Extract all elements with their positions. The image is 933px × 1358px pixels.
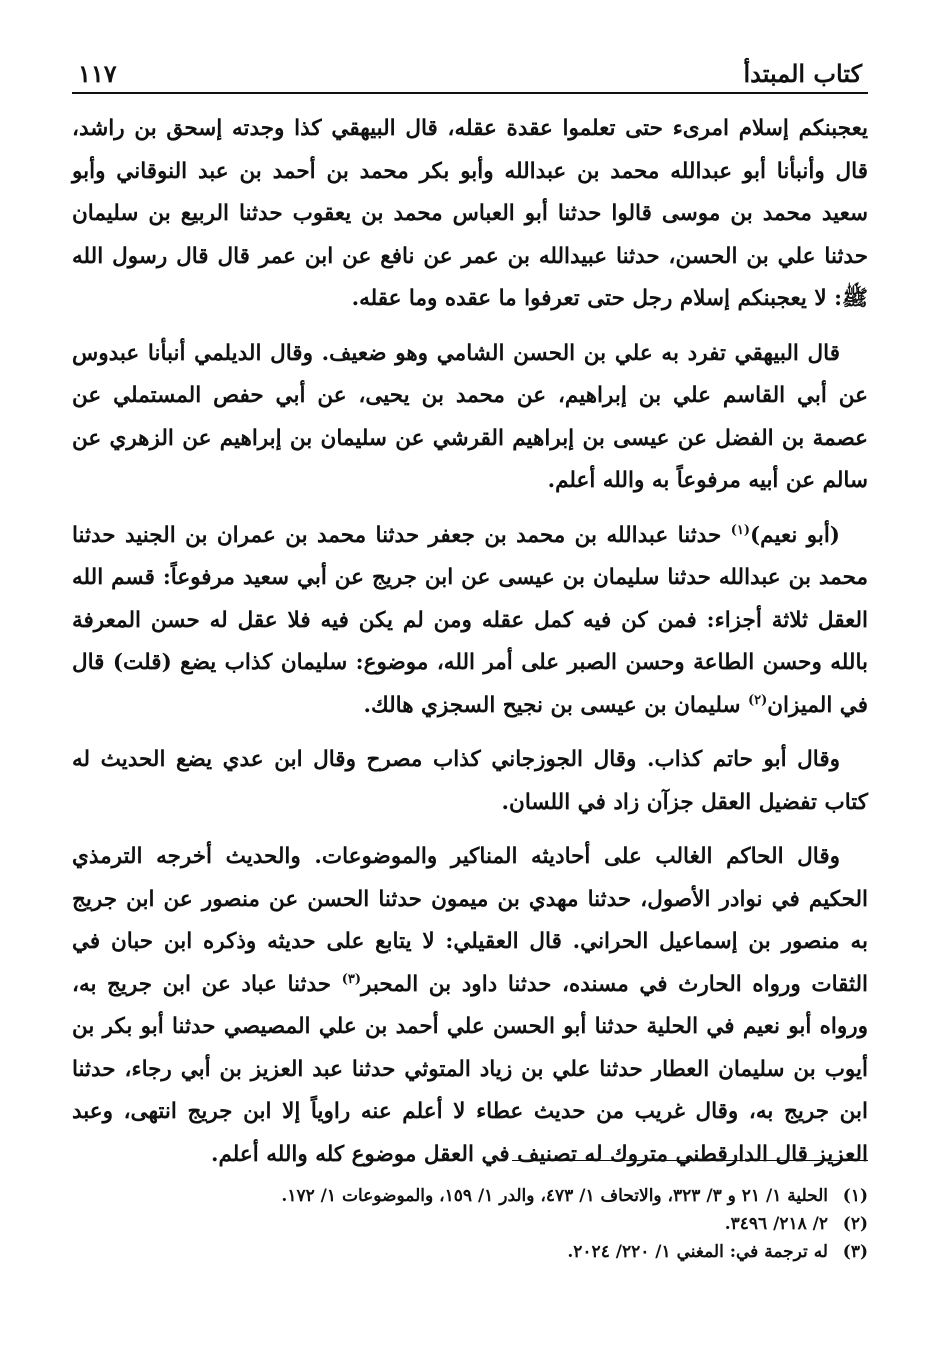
footnote-3 [72, 1238, 868, 1266]
footnote-text: ٢/ ٢١٨/ ٣٤٩٦. [724, 1214, 828, 1234]
footnote-text: الحلية ١/ ٢١ و ٣/ ٣٢٣، والاتحاف ١/ ٤٧٣، والدر ١/ ١٥٩، والموضوعات ١/ ١٧٢. [281, 1186, 828, 1206]
paragraph-4: وقال أبو حاتم كذاب. وقال الجوزجاني كذاب مصرح وقال ابن عدي يضع الحديث له كتاب تفضيل العقل جزآن زاد في اللسان. [72, 747, 868, 815]
paragraph-3-opening: (أبو نعيم) [749, 522, 840, 548]
footnote-number: (٢) [842, 1214, 868, 1234]
page-number: ١١٧ [78, 59, 117, 88]
paragraph-5-body: حدثنا عباد عن ابن جريج به، ورواه أبو نعيم في الحلية حدثنا أبو الحسن علي أحمد بن علي المصيصي حدثنا أبو بكر بن أيوب بن سليمان العطار حدثنا علي بن زياد المتوثي حدثنا عبد العزيز بن أبي رجاء، حدثنا ابن جريج به، وقال غريب من حديث عطاء لا أعلم عنه راوياً إلا ابن جريج انتهى، وعبد العزيز قال الدارقطني متروك له تصنيف في العقل موضوع كله والله أعلم. [72, 971, 868, 1167]
paragraph-5 [72, 836, 868, 1176]
paragraph-2: قال البيهقي تفرد به علي بن الحسن الشامي وهو ضعيف. وقال الديلمي أنبأنا عبدوس عن أبي القاسم علي بن إبراهيم، عن محمد بن يحيى، عن أبي حفص المستملي عن عصمة بن الفضل عن عيسى بن إبراهيم القرشي عن سليمان بن إبراهيم عن الزهري عن سالم عن أبيه مرفوعاً به والله أعلم. [72, 340, 868, 493]
footnote-number: (١) [842, 1186, 868, 1206]
book-page [72, 52, 869, 1262]
footnote-ref-3: (٣) [341, 971, 361, 987]
footnote-2 [72, 1210, 868, 1238]
footnote-ref-1: (١) [730, 522, 750, 538]
footnote-divider [512, 1160, 868, 1161]
running-title: كتاب المبتدأ [743, 59, 862, 88]
paragraph-1: يعجبنكم إسلام امرىء حتى تعلموا عقدة عقله، قال البيهقي كذا وجدته إسحق بن راشد، قال وأنبأنا أبو عبدالله محمد بن عبدالله وأبو بكر محمد بن أحمد بن عبد النوقاني وأبو سعيد محمد بن موسى قالوا حدثنا أبو العباس محمد بن يعقوب حدثنا الربيع بن سليمان حدثنا علي بن الحسن، حدثنا عبيدالله بن عمر عن نافع عن ابن عمر قال قال رسول الله ﷺ: لا يعجبنكم إسلام رجل حتى تعرفوا ما عقده وما عقله. [72, 116, 868, 311]
footnote-ref-2: (٢) [747, 692, 768, 708]
paragraph-3-end: سليمان بن عيسى بن نجيح السجزي هالك. [363, 692, 748, 718]
footnote-number: (٣) [842, 1242, 868, 1262]
main-text [72, 108, 868, 1176]
paragraph-3 [72, 515, 868, 728]
footnote-text: له ترجمة في: المغني ١/ ٢٢٠/ ٢٠٢٤. [567, 1242, 828, 1262]
footnote-1 [72, 1182, 868, 1210]
page-header [72, 52, 868, 94]
paragraph-5-opening: وقال الحاكم الغالب على أحاديثه المناكير والموضوعات. والحديث أخرجه الترمذي الحكيم في نوادر الأصول، حدثنا مهدي بن ميمون حدثنا الحسن عن منصور عن ابن جريج به منصور بن إسماعيل الحراني. قال العقيلي: لا يتابع على حديثه وذكره ابن حبان في الثقات ورواه الحارث في مسنده، حدثنا داود بن المحبر [72, 844, 869, 997]
footnotes [72, 1182, 868, 1266]
paragraph-3-body: حدثنا عبدالله بن محمد بن جعفر حدثنا محمد بن عمران بن الجنيد حدثنا محمد بن عبدالله حدثنا سليمان بن عيسى عن ابن جريج عن أبي سعيد مرفوعاً: قسم الله العقل ثلاثة أجزاء: فمن كن فيه كمل عقله ومن لم يكن فيه فلا عقل له حسن المعرفة بالله وحسن الطاعة وحسن الصبر على أمر الله، موضوع: سليمان كذاب يضع (قلت) قال في الميزان [72, 522, 868, 718]
